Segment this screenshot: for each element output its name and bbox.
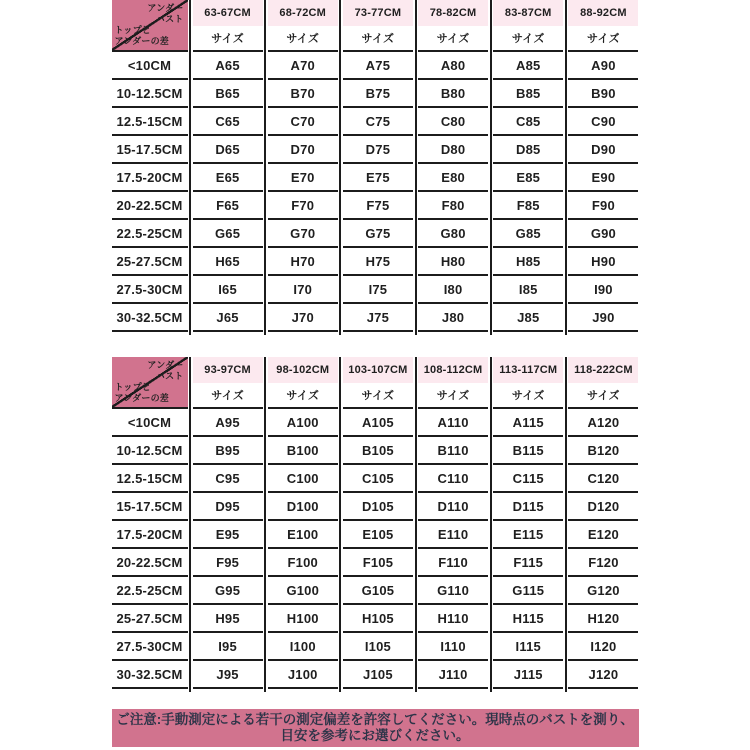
size-cell: G75 — [343, 220, 413, 248]
row-label-difference-range: 22.5-25CM — [112, 577, 188, 605]
size-cell: I75 — [343, 276, 413, 304]
row-label-difference-range: 10-12.5CM — [112, 437, 188, 465]
row-label-difference-range: 17.5-20CM — [112, 164, 188, 192]
size-cell: A70 — [268, 52, 338, 80]
size-cell: I70 — [268, 276, 338, 304]
column-divider — [264, 357, 266, 692]
size-cell: F65 — [193, 192, 263, 220]
size-cell: I90 — [568, 276, 638, 304]
size-cell: J80 — [418, 304, 488, 332]
size-cell: B75 — [343, 80, 413, 108]
size-cell: G95 — [193, 577, 263, 605]
size-cell: C120 — [568, 465, 638, 493]
size-cell: J115 — [493, 661, 563, 689]
size-cell: H95 — [193, 605, 263, 633]
size-cell: F70 — [268, 192, 338, 220]
size-cell: A80 — [418, 52, 488, 80]
size-cell: C85 — [493, 108, 563, 136]
size-cell: I80 — [418, 276, 488, 304]
notice-line-2: 目安を参考にお選びください。 — [280, 727, 470, 743]
row-label-difference-range: 27.5-30CM — [112, 633, 188, 661]
row-label-difference-range: 12.5-15CM — [112, 108, 188, 136]
size-cell: E110 — [418, 521, 488, 549]
col-header-size-label: サイズ — [493, 383, 563, 409]
size-cell: H105 — [343, 605, 413, 633]
size-cell: E95 — [193, 521, 263, 549]
size-cell: E75 — [343, 164, 413, 192]
size-cell: D90 — [568, 136, 638, 164]
column-divider — [490, 357, 492, 692]
size-cell: A75 — [343, 52, 413, 80]
size-cell: B90 — [568, 80, 638, 108]
size-cell: E80 — [418, 164, 488, 192]
size-table-1 — [112, 0, 639, 332]
size-chart-page — [112, 0, 639, 747]
size-cell: A120 — [568, 409, 638, 437]
size-cell: H110 — [418, 605, 488, 633]
size-cell: A100 — [268, 409, 338, 437]
size-cell: J120 — [568, 661, 638, 689]
row-label-difference-range: 30-32.5CM — [112, 661, 188, 689]
row-label-difference-range: 15-17.5CM — [112, 493, 188, 521]
size-cell: C70 — [268, 108, 338, 136]
size-cell: A85 — [493, 52, 563, 80]
size-cell: E70 — [268, 164, 338, 192]
size-cell: I110 — [418, 633, 488, 661]
size-cell: F100 — [268, 549, 338, 577]
size-cell: D70 — [268, 136, 338, 164]
size-cell: J105 — [343, 661, 413, 689]
size-cell: I100 — [268, 633, 338, 661]
notice-line-1: ご注意:手動測定による若干の測定偏差を許容してください。現時点のバストを測り、 — [116, 712, 634, 727]
size-cell: G70 — [268, 220, 338, 248]
column-divider — [415, 357, 417, 692]
size-cell: F75 — [343, 192, 413, 220]
column-divider — [415, 0, 417, 335]
col-header-underbust-range: 103-107CM — [343, 357, 413, 383]
size-cell: A110 — [418, 409, 488, 437]
size-cell: D95 — [193, 493, 263, 521]
size-cell: H115 — [493, 605, 563, 633]
col-header-underbust-range: 83-87CM — [493, 0, 563, 26]
size-cell: D115 — [493, 493, 563, 521]
col-header-size-label: サイズ — [343, 383, 413, 409]
column-divider — [565, 0, 567, 335]
size-cell: F85 — [493, 192, 563, 220]
col-header-underbust-range: 108-112CM — [418, 357, 488, 383]
row-label-difference-range: 22.5-25CM — [112, 220, 188, 248]
size-cell: A105 — [343, 409, 413, 437]
col-header-size-label: サイズ — [568, 26, 638, 52]
size-cell: E120 — [568, 521, 638, 549]
size-cell: D120 — [568, 493, 638, 521]
row-label-difference-range: 30-32.5CM — [112, 304, 188, 332]
size-table-2 — [112, 357, 639, 689]
row-label-difference-range: 12.5-15CM — [112, 465, 188, 493]
size-cell: E85 — [493, 164, 563, 192]
size-cell: I105 — [343, 633, 413, 661]
size-cell: G90 — [568, 220, 638, 248]
size-cell: C110 — [418, 465, 488, 493]
size-cell: H90 — [568, 248, 638, 276]
col-header-size-label: サイズ — [568, 383, 638, 409]
size-cell: G100 — [268, 577, 338, 605]
size-cell: J100 — [268, 661, 338, 689]
size-cell: F120 — [568, 549, 638, 577]
size-cell: C75 — [343, 108, 413, 136]
row-label-difference-range: <10CM — [112, 409, 188, 437]
size-cell: C100 — [268, 465, 338, 493]
col-header-underbust-range: 88-92CM — [568, 0, 638, 26]
size-cell: E105 — [343, 521, 413, 549]
size-cell: D65 — [193, 136, 263, 164]
size-cell: B85 — [493, 80, 563, 108]
row-label-difference-range: 27.5-30CM — [112, 276, 188, 304]
size-cell: F80 — [418, 192, 488, 220]
size-cell: B80 — [418, 80, 488, 108]
corner-label-difference: トップと アンダーの差 — [114, 24, 169, 46]
size-cell: H120 — [568, 605, 638, 633]
size-cell: F95 — [193, 549, 263, 577]
size-cell: H80 — [418, 248, 488, 276]
row-label-difference-range: 17.5-20CM — [112, 521, 188, 549]
col-header-underbust-range: 113-117CM — [493, 357, 563, 383]
col-header-size-label: サイズ — [343, 26, 413, 52]
size-cell: J85 — [493, 304, 563, 332]
size-cell: B110 — [418, 437, 488, 465]
row-label-difference-range: 10-12.5CM — [112, 80, 188, 108]
size-cell: I65 — [193, 276, 263, 304]
col-header-underbust-range: 73-77CM — [343, 0, 413, 26]
col-header-underbust-range: 63-67CM — [193, 0, 263, 26]
corner-header-cell — [112, 0, 188, 52]
row-label-difference-range: 25-27.5CM — [112, 248, 188, 276]
size-cell: C95 — [193, 465, 263, 493]
size-cell: A95 — [193, 409, 263, 437]
column-divider — [339, 357, 341, 692]
size-cell: I85 — [493, 276, 563, 304]
size-cell: D80 — [418, 136, 488, 164]
size-cell: H100 — [268, 605, 338, 633]
col-header-underbust-range: 68-72CM — [268, 0, 338, 26]
column-divider — [339, 0, 341, 335]
size-cell: A65 — [193, 52, 263, 80]
size-cell: H85 — [493, 248, 563, 276]
row-label-difference-range: 25-27.5CM — [112, 605, 188, 633]
size-cell: E90 — [568, 164, 638, 192]
size-cell: E100 — [268, 521, 338, 549]
column-divider — [490, 0, 492, 335]
size-cell: J75 — [343, 304, 413, 332]
size-cell: G120 — [568, 577, 638, 605]
size-cell: I115 — [493, 633, 563, 661]
size-cell: E115 — [493, 521, 563, 549]
size-cell: A90 — [568, 52, 638, 80]
size-cell: H65 — [193, 248, 263, 276]
size-cell: B120 — [568, 437, 638, 465]
size-cell: D100 — [268, 493, 338, 521]
size-cell: F115 — [493, 549, 563, 577]
corner-label-underbust: アンダー バスト — [147, 360, 184, 382]
size-cell: B70 — [268, 80, 338, 108]
row-label-difference-range: 15-17.5CM — [112, 136, 188, 164]
col-header-size-label: サイズ — [193, 383, 263, 409]
size-cell: C80 — [418, 108, 488, 136]
size-cell: I95 — [193, 633, 263, 661]
size-cell: J65 — [193, 304, 263, 332]
size-cell: J70 — [268, 304, 338, 332]
size-cell: G110 — [418, 577, 488, 605]
column-divider — [264, 0, 266, 335]
size-cell: C105 — [343, 465, 413, 493]
size-cell: G115 — [493, 577, 563, 605]
column-divider — [189, 357, 191, 692]
column-divider — [189, 0, 191, 335]
size-cell: C90 — [568, 108, 638, 136]
size-cell: H75 — [343, 248, 413, 276]
col-header-size-label: サイズ — [493, 26, 563, 52]
col-header-size-label: サイズ — [418, 383, 488, 409]
size-cell: D105 — [343, 493, 413, 521]
size-cell: C115 — [493, 465, 563, 493]
size-cell: B105 — [343, 437, 413, 465]
size-cell: I120 — [568, 633, 638, 661]
col-header-size-label: サイズ — [418, 26, 488, 52]
size-cell: F90 — [568, 192, 638, 220]
col-header-size-label: サイズ — [193, 26, 263, 52]
row-label-difference-range: 20-22.5CM — [112, 549, 188, 577]
size-cell: B95 — [193, 437, 263, 465]
col-header-underbust-range: 98-102CM — [268, 357, 338, 383]
row-label-difference-range: 20-22.5CM — [112, 192, 188, 220]
size-cell: F110 — [418, 549, 488, 577]
size-cell: G85 — [493, 220, 563, 248]
size-cell: B115 — [493, 437, 563, 465]
col-header-size-label: サイズ — [268, 383, 338, 409]
size-cell: A115 — [493, 409, 563, 437]
col-header-underbust-range: 93-97CM — [193, 357, 263, 383]
notice-box — [112, 709, 639, 747]
size-cell: H70 — [268, 248, 338, 276]
size-cell: G65 — [193, 220, 263, 248]
corner-label-underbust: アンダー バスト — [147, 3, 184, 25]
size-cell: J95 — [193, 661, 263, 689]
size-cell: B100 — [268, 437, 338, 465]
row-label-difference-range: <10CM — [112, 52, 188, 80]
size-cell: D85 — [493, 136, 563, 164]
corner-label-difference: トップと アンダーの差 — [114, 381, 169, 403]
col-header-underbust-range: 118-222CM — [568, 357, 638, 383]
size-cell: G105 — [343, 577, 413, 605]
column-divider — [565, 357, 567, 692]
corner-header-cell — [112, 357, 188, 409]
size-cell: D75 — [343, 136, 413, 164]
size-cell: B65 — [193, 80, 263, 108]
size-cell: E65 — [193, 164, 263, 192]
size-cell: D110 — [418, 493, 488, 521]
col-header-size-label: サイズ — [268, 26, 338, 52]
size-cell: J110 — [418, 661, 488, 689]
size-cell: J90 — [568, 304, 638, 332]
size-cell: G80 — [418, 220, 488, 248]
size-cell: C65 — [193, 108, 263, 136]
size-cell: F105 — [343, 549, 413, 577]
col-header-underbust-range: 78-82CM — [418, 0, 488, 26]
